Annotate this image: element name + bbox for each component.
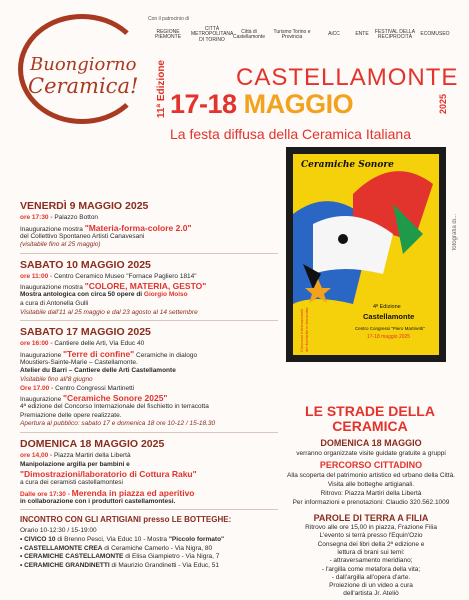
event-line bbox=[20, 488, 194, 498]
event-line bbox=[20, 452, 131, 459]
event-day-title: VENERDÌ 9 MAGGIO 2025 bbox=[20, 200, 149, 212]
event-line bbox=[20, 562, 219, 569]
event-text: di Ceramiche Camerlo - Via Nigra, 80 bbox=[102, 544, 213, 552]
event-text: Apertura al pubblico: sabato 17 e domenica 18 ore 10-12 / 15-18.30 bbox=[20, 420, 216, 428]
event-text: ore 16:00 - bbox=[20, 340, 55, 348]
event-line bbox=[20, 281, 206, 291]
event-line bbox=[20, 393, 167, 403]
event-text: ore 14,00 - bbox=[20, 452, 54, 459]
event-text: in collaborazione con i produttori castellamontesi. bbox=[20, 497, 176, 505]
event-text: Orario 10-12:30 / 15-19:00 bbox=[20, 527, 97, 535]
event-text: Visitabile dall'11 al 25 maggio e dal 23 agosto al 14 settembre bbox=[20, 308, 198, 316]
tagline: La festa diffusa della Ceramica Italiana bbox=[170, 126, 411, 142]
event-line bbox=[20, 291, 188, 298]
event-text: ore 17:30 - bbox=[20, 214, 55, 221]
partner-logo: Turismo Torino e Provincia bbox=[273, 28, 311, 40]
event-day-title: DOMENICA 18 MAGGIO 2025 bbox=[20, 438, 165, 450]
partner-logo: REGIONE PIEMONTE bbox=[154, 28, 182, 40]
event-text: "Piccolo formato" bbox=[168, 536, 225, 543]
event-day-title: SABATO 10 MAGGIO 2025 bbox=[20, 258, 151, 271]
event-line bbox=[20, 553, 219, 560]
event-text: (visitabile fino al 25 maggio) bbox=[20, 241, 101, 249]
event-day-title: SABATO 17 MAGGIO 2025 bbox=[20, 326, 151, 339]
strade-title bbox=[288, 404, 452, 435]
poster-illustration bbox=[293, 154, 439, 355]
event-line bbox=[20, 300, 88, 307]
event-text: Inaugurazione mostra bbox=[20, 284, 85, 292]
event-text: Ore 17.00 - bbox=[20, 384, 56, 392]
partner-logo: Città di Castellamonte bbox=[233, 28, 265, 40]
event-dates bbox=[170, 89, 353, 120]
dates-days: 17-18 bbox=[170, 89, 237, 119]
event-text: di Elisa Giampietro - Via Nigra, 7 bbox=[123, 553, 220, 561]
poster-image bbox=[286, 147, 446, 362]
percorso-title: PERCORSO CITTADINO bbox=[319, 460, 423, 470]
dates-month: MAGGIO bbox=[243, 89, 354, 119]
strade-title-line-1: LE STRADE DELLA bbox=[305, 403, 435, 419]
photo-credit: fotografia di... bbox=[452, 214, 458, 251]
strade-line: lettura di brani sui temi: bbox=[337, 548, 405, 556]
event-line bbox=[20, 273, 197, 280]
section-divider bbox=[20, 509, 278, 510]
event-text: Cantiere delle Arti, Via Educ 40 bbox=[54, 340, 145, 348]
event-line bbox=[20, 527, 97, 534]
event-line bbox=[20, 479, 123, 486]
event-line bbox=[20, 536, 224, 543]
event-text: Visitabile fino all'8 giugno bbox=[20, 376, 93, 383]
strade-line: - dall'argilla all'opera d'arte. bbox=[331, 573, 411, 581]
event-day-title: INCONTRO CON GLI ARTIGIANI presso LE BOTTEGHE: bbox=[20, 515, 232, 525]
event-text: • CERAMICHE GRANDINETTI bbox=[20, 561, 110, 569]
section-divider bbox=[20, 432, 278, 433]
strade-line: dell'artista Jr. Ateliò bbox=[343, 590, 399, 598]
event-text: a cura di Antonella Gulli bbox=[20, 300, 89, 307]
event-line bbox=[20, 498, 175, 505]
event-line bbox=[20, 367, 176, 374]
strade-line: - l'argilla come metafora della vita; bbox=[321, 565, 421, 573]
strade-line: - attraversamento meridiano; bbox=[329, 557, 413, 565]
poster-eye bbox=[338, 234, 348, 244]
event-line bbox=[20, 376, 93, 383]
event-text: • CIVICO 10 bbox=[20, 536, 56, 543]
city-title: CASTELLAMONTE bbox=[236, 64, 459, 91]
strade-line: Visita alle botteghe artigianali. bbox=[327, 481, 415, 488]
event-text: di Brenno Pesci, Via Educ 10 - Mostra bbox=[55, 536, 169, 543]
strade-line: Ritrovo alle ore 15,00 in piazza, Frazione Filia bbox=[305, 524, 437, 531]
partners-label: Con il patrocinio di bbox=[148, 16, 190, 22]
strade-line: L'evento si terrà presso l'Equin'Ozio bbox=[319, 532, 423, 540]
event-text: Dalle ore 17:30 - bbox=[20, 490, 72, 498]
strade-line: Alla scoperta del patrimonio artistico ed urbano della Città. bbox=[286, 472, 455, 479]
event-line bbox=[20, 233, 144, 240]
partner-logo: FESTIVAL DELLA RECIPROCITÀ bbox=[374, 28, 416, 40]
event-line bbox=[20, 309, 198, 316]
parole-title: PAROLE DI TERRA A FILIA bbox=[313, 513, 429, 523]
strade-line: Per informazioni e prenotazioni: Claudio 320.562.1009 bbox=[292, 499, 450, 506]
event-line bbox=[20, 385, 134, 392]
event-line bbox=[20, 420, 215, 427]
event-text: "Dimostrazioni/laboratorio di Cottura Raku" bbox=[20, 469, 197, 480]
logo-line-1: Buongiorno bbox=[30, 54, 137, 75]
poster-artwork bbox=[293, 154, 439, 355]
strade-title-line-2: CERAMICA bbox=[332, 418, 408, 435]
event-text: Centro Ceramico Museo "Fornace Pagliero 1814" bbox=[53, 272, 197, 280]
event-text: Mostra antologica con circa 50 opere di bbox=[20, 291, 144, 299]
event-text: • CERAMICHE CASTELLAMONTE bbox=[20, 553, 124, 561]
event-text: • CASTELLAMONTE CREA bbox=[20, 544, 103, 552]
poster-subtitle: Concorso Internazionale del fischietto in terracotta bbox=[299, 307, 309, 352]
logo-line-2: Ceramica! bbox=[28, 74, 139, 98]
poster-edition: 4ª Edizione bbox=[373, 304, 401, 310]
section-divider bbox=[20, 253, 278, 254]
event-text: Centro Congressi Martinetti bbox=[55, 384, 135, 392]
event-line bbox=[20, 214, 98, 221]
strade-day: DOMENICA 18 MAGGIO bbox=[320, 438, 422, 448]
strade-line: Ritrovo: Piazza Martiri della Libertà bbox=[320, 490, 422, 497]
event-text: di Maurizio Grandinetti - Via Educ, 51 bbox=[109, 561, 220, 569]
edition-label: 11ª Edizione bbox=[156, 60, 167, 119]
event-text: Premiazione delle opere realizzate. bbox=[20, 411, 122, 419]
event-line bbox=[20, 461, 130, 468]
event-line bbox=[20, 349, 197, 359]
strade-line: Consegna dei libri della 2ª edizione e bbox=[317, 540, 425, 548]
event-text: "Ceramiche Sonore 2025" bbox=[63, 393, 168, 404]
event-line bbox=[20, 545, 212, 552]
partner-logo: CITTÀ METROPOLITANA DI TORINO bbox=[190, 26, 234, 43]
event-text: Inaugurazione bbox=[20, 396, 64, 404]
poster-title: Ceramiche Sonore bbox=[301, 160, 394, 170]
poster-city: Castellamonte bbox=[363, 312, 415, 321]
strade-line: Proiezione di un video a cura bbox=[329, 582, 413, 590]
year-label: 2025 bbox=[438, 94, 448, 115]
event-text: Giorgio Moiso bbox=[143, 291, 188, 299]
event-text: "COLORE, MATERIA, GESTO" bbox=[84, 281, 207, 292]
event-line bbox=[20, 359, 138, 366]
partner-logo: ENTE bbox=[355, 31, 369, 38]
partner-logo: AiCC bbox=[328, 31, 340, 38]
event-text: Merenda in piazza ed aperitivo bbox=[71, 487, 195, 498]
event-line bbox=[20, 403, 209, 410]
event-text: Atelier du Barri – Cantiere delle Arti Castellamonte bbox=[20, 367, 176, 375]
event-line bbox=[20, 412, 122, 419]
event-text: Inaugurazione bbox=[20, 351, 64, 359]
event-line bbox=[20, 469, 197, 479]
poster-venue: Centro Congressi "Piero Martinetti" bbox=[355, 326, 425, 331]
strade-intro: verranno organizzate visite guidate gratuite a gruppi bbox=[296, 450, 446, 457]
event-text: Moustiers-Sainte-Marie – Castellamonte. bbox=[20, 358, 138, 366]
event-text: 4ª edizione del Concorso Internazionale del fischietto in terracotta bbox=[20, 403, 209, 411]
event-text: del Collettivo Spontaneo Artisti Canavesani bbox=[20, 232, 145, 240]
event-text: Manipolazione argilla per bambini e bbox=[20, 460, 130, 468]
event-line bbox=[20, 223, 191, 233]
partner-logo: ECOMUSEO bbox=[420, 31, 450, 38]
event-text: Palazzo Botton bbox=[54, 214, 99, 221]
event-line bbox=[20, 340, 144, 347]
event-text: Inaugurazione mostra bbox=[20, 225, 85, 233]
event-text: Ceramiche in dialogo bbox=[134, 351, 198, 359]
event-text: Piazza Martiri della Libertà bbox=[53, 452, 131, 459]
section-divider bbox=[20, 320, 278, 321]
event-text: "Materia-forma-colore 2.0" bbox=[84, 222, 192, 233]
event-text: "Terre di confine" bbox=[63, 348, 135, 359]
event-line bbox=[20, 241, 101, 248]
event-text: a cura dei ceramisti castellamontesi bbox=[20, 479, 123, 487]
poster-dates: 17-18 maggio 2025 bbox=[367, 334, 411, 340]
event-text: ore 11:00 - bbox=[20, 272, 54, 280]
